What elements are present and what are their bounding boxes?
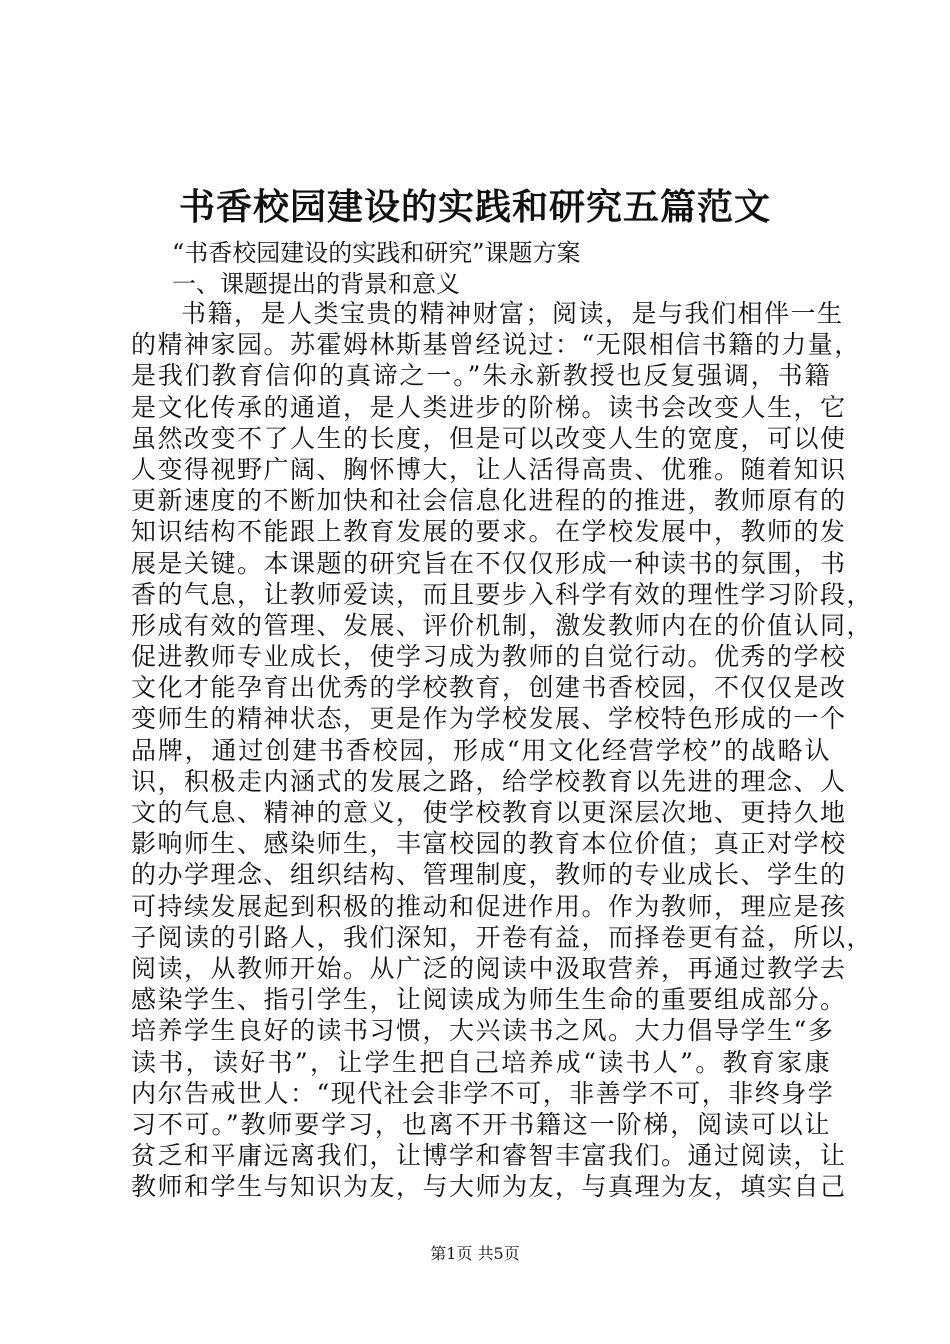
body-line: 读书，读好书”，让学生把自己培养成“读书人”。教育家康 (131, 1047, 831, 1077)
body-line: 内尔告戒世人：“现代社会非学不可，非善学不可，非终身学 (131, 1078, 835, 1108)
body-paragraph (131, 298, 874, 1202)
body-line: 可持续发展起到积极的推动和促进作用。作为教师，理应是孩 (131, 891, 847, 921)
body-line: 知识结构不能跟上教育发展的要求。在学校发展中，教师的发 (131, 517, 847, 547)
body-line: 展是关键。本课题的研究旨在不仅仅形成一种读书的氛围，书 (131, 548, 847, 578)
page-footer: 第1页 共5页 (430, 1244, 520, 1263)
body-line: 书籍，是人类宝贵的精神财富；阅读，是与我们相伴一生 (181, 299, 844, 328)
body-line: 品牌，通过创建书香校园，形成“用文化经营学校”的战略认 (131, 735, 831, 765)
body-line: 教师和学生与知识为友，与大师为友，与真理为友，填实自己 (131, 1172, 847, 1202)
body-line: 是我们教育信仰的真谛之一。”朱永新教授也反复强调，书籍 (131, 361, 831, 391)
body-line: 培养学生良好的读书习惯，大兴读书之风。大力倡导学生“多 (131, 1016, 835, 1046)
body-line: 文的气息、精神的意义，使学校教育以更深层次地、更持久地 (131, 798, 847, 827)
body-line: 子阅读的引路人，我们深知，开卷有益，而择卷更有益，所以， (131, 922, 874, 952)
body-line: 的精神家园。苏霍姆林斯基曾经说过：“无限相信书籍的力量， (131, 330, 861, 360)
body-line: 识，积极走内涵式的发展之路，给学校教育以先进的理念、人 (131, 766, 847, 796)
body-line: 虽然改变不了人生的长度，但是可以改变人生的宽度，可以使 (131, 423, 847, 453)
body-line: 阅读，从教师开始。从广泛的阅读中汲取营养，再通过教学去 (131, 953, 847, 983)
body-line: 是文化传承的通道，是人类进步的阶梯。读书会改变人生，它 (131, 392, 847, 422)
document-title: 书香校园建设的实践和研究五篇范文 (178, 186, 771, 228)
body-line: 文化才能孕育出优秀的学校教育，创建书香校园，不仅仅是改 (131, 673, 847, 703)
body-line: 感染学生、指引学生，让阅读成为师生生命的重要组成部分。 (131, 985, 847, 1015)
subheading: “书香校园建设的实践和研究”课题方案 (172, 239, 581, 267)
body-line: 贫乏和平庸远离我们，让博学和睿智丰富我们。通过阅读，让 (131, 1141, 847, 1171)
body-line: 影响师生、感染师生，丰富校园的教育本位价值；真正对学校 (131, 829, 847, 859)
section-heading: 一、课题提出的背景和意义 (172, 270, 460, 298)
body-line: 香的气息，让教师爱读，而且要步入科学有效的理性学习阶段， (131, 579, 874, 609)
body-line: 习不可。”教师要学习，也离不开书籍这一阶梯，阅读可以让 (131, 1109, 831, 1139)
body-line: 更新速度的不断加快和社会信息化进程的的推进，教师原有的 (131, 486, 847, 516)
body-line: 形成有效的管理、发展、评价机制，激发教师内在的价值认同， (131, 610, 874, 640)
body-line: 的办学理念、组织结构、管理制度，教师的专业成长、学生的 (131, 860, 847, 890)
body-line: 促进教师专业成长，使学习成为教师的自觉行动。优秀的学校 (131, 642, 847, 672)
body-line: 人变得视野广阔、胸怀博大，让人活得高贵、优雅。随着知识 (131, 454, 847, 484)
body-line: 变师生的精神状态，更是作为学校发展、学校特色形成的一个 (131, 704, 847, 734)
